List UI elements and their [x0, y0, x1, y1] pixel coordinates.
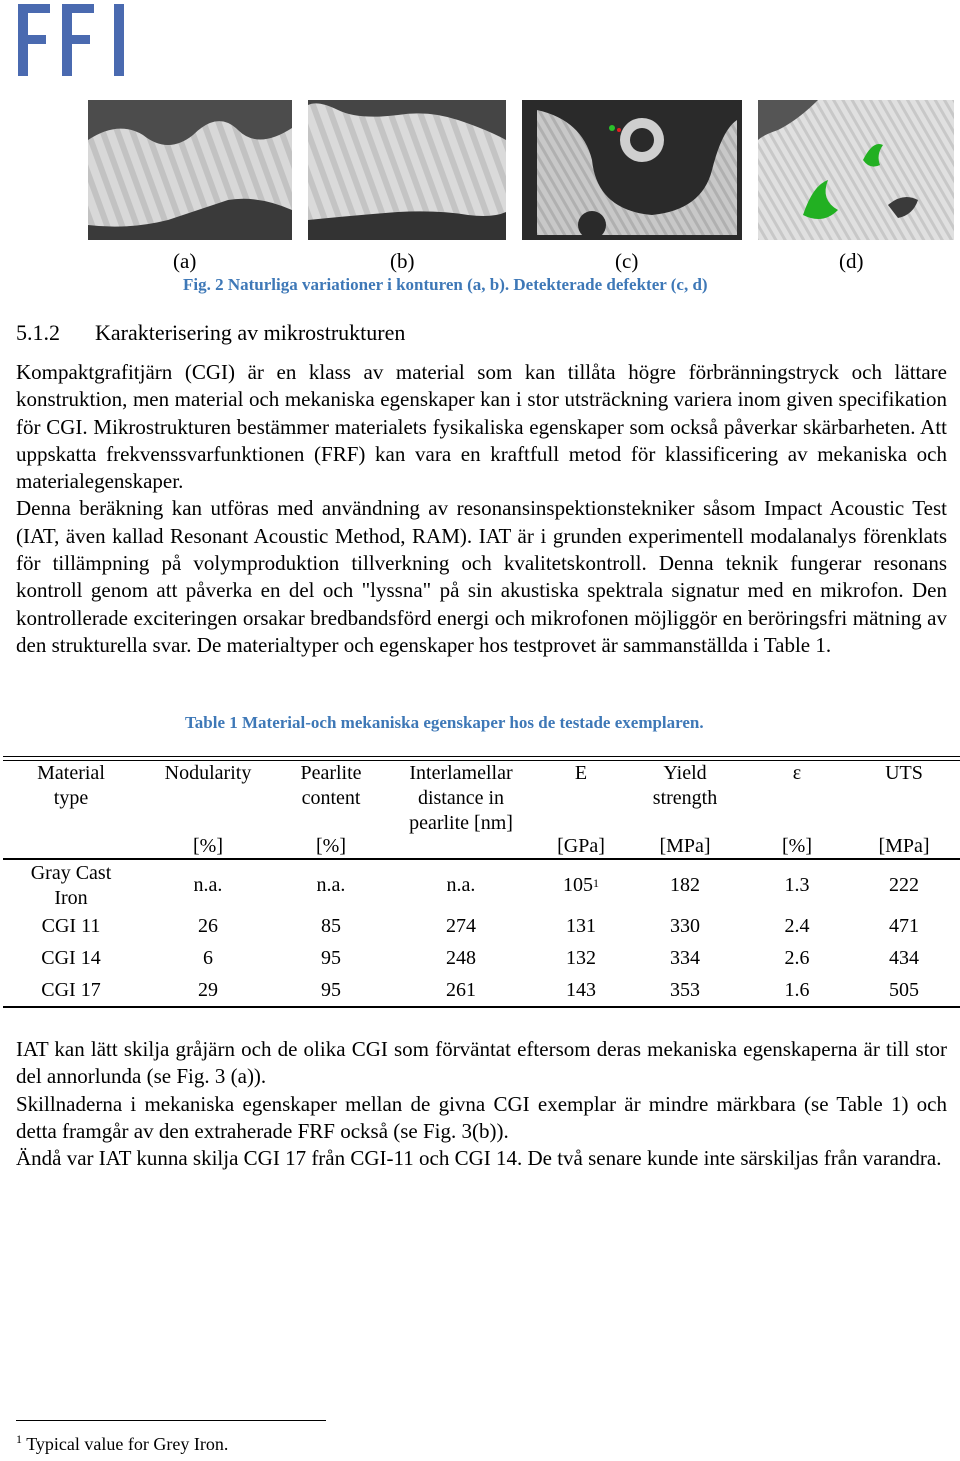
table-cell: 95	[321, 979, 341, 1001]
section-heading	[16, 320, 405, 346]
figure-label-c: (c)	[615, 249, 639, 273]
table-cell: $105^1$	[563, 874, 599, 896]
table-unit-uts: [MPa]	[878, 835, 930, 857]
footnote-mark: 1	[16, 1432, 22, 1446]
table-header-material: Material type	[37, 762, 105, 809]
table-row-material: Gray Cast Iron	[30, 862, 112, 909]
table-header-interlamellar: Interlamellar distance in pearlite [nm]	[409, 762, 513, 834]
figure-label-a: (a)	[173, 249, 197, 273]
figure-image-c	[522, 100, 742, 240]
table-cell: 2.4	[784, 915, 810, 937]
figure-caption: Fig. 2 Naturliga variationer i konturen (a, b). Detekterade defekter (c, d)	[183, 275, 708, 294]
footnote-mark: 1	[593, 876, 599, 890]
table-cell: 330	[670, 915, 700, 937]
table-cell: 274	[446, 915, 476, 937]
section-title: Karakterisering av mikrostrukturen	[95, 320, 406, 345]
figure-image-d	[758, 100, 954, 240]
table-caption: Table 1 Material-och mekaniska egenskaper hos de testade exemplaren.	[185, 713, 704, 732]
body-text: Kompaktgrafitjärn (CGI) är en klass av material som kan tillåta högre förbränningstryck och lättare konstruktion, men material och mekaniska egenskaper kan i stor utsträckning variera inom given specifikation för CGI. Mikrostrukturen bestämmer materialets fysikaliska egenskaper som också påverkar skärbarheten. Att uppskatta frekvenssvarfunktionen (FRF) kan vara en kraftfull metod för klassificering av mekaniska och materialegenskaper.	[16, 360, 947, 494]
figure-label-d: (d)	[839, 249, 864, 273]
table-cell: 95	[321, 947, 341, 969]
body-paragraph-1	[16, 359, 947, 659]
table-cell: 261	[446, 979, 476, 1001]
table-row-material: CGI 14	[41, 947, 101, 969]
table-rule-bottom	[3, 1006, 960, 1008]
figure-label-b: (b)	[390, 249, 415, 273]
body-text: Denna beräkning kan utföras med användning av resonansinspektionstekniker såsom Impact Acoustic Test (IAT, även kallad Resonant Acoustic Method, RAM). IAT är i grunden experimentell modalanalys förenklats för tillämpning på volymproduktion tillverkning och kvalitetskontroll. Denna teknik fungerar resonans kontroll genom att påverka en del och "lyssna" på sin akustiska spektrala signatur med en mikrofon. Den kontrollerade exciteringen orsakar bredbandsförd energi och mikrofonen möjliggör en beröringsfri mätning av den strukturella svar. De materialtyper och egenskaper hos testprovet är sammanställda i Table 1.	[16, 496, 947, 657]
table-cell: 85	[321, 915, 341, 937]
table-header-yield: Yield strength	[652, 762, 718, 809]
table-cell: 505	[889, 979, 919, 1001]
table-cell: 1.6	[784, 979, 810, 1001]
table-header-nodularity: Nodularity	[164, 762, 252, 784]
table-cell: 131	[566, 915, 596, 937]
table-rule-top	[3, 756, 960, 757]
body-paragraph-2	[16, 1036, 947, 1172]
footnote-divider	[16, 1420, 326, 1421]
table-cell: 26	[198, 915, 218, 937]
ffi-logo	[18, 2, 128, 78]
table-header-uts: UTS	[885, 762, 923, 784]
table-header-epsilon: ε	[792, 762, 802, 784]
table-cell: 29	[198, 979, 218, 1001]
table-cell: n.a.	[193, 874, 223, 896]
table-cell: 143	[566, 979, 596, 1001]
section-number: 5.1.2	[16, 320, 60, 345]
table-row-material: CGI 11	[41, 915, 101, 937]
table-header-pearlite: Pearlite content	[300, 762, 362, 809]
table-cell: 471	[889, 915, 919, 937]
table-cell: 434	[889, 947, 919, 969]
table-header-e: E	[574, 762, 588, 784]
table-unit-pearlite: [%]	[316, 835, 346, 857]
body-text: Skillnaderna i mekaniska egenskaper mellan de givna CGI exemplar är mindre märkbara (se Table 1) och detta framgår av den extraherade FRF också (se Fig. 3(b)).	[16, 1091, 947, 1143]
table-unit-nodularity: [%]	[193, 835, 223, 857]
table-unit-yield: [MPa]	[659, 835, 711, 857]
table-cell: n.a.	[316, 874, 346, 896]
table-cell: n.a.	[446, 874, 476, 896]
table-row-material: CGI 17	[41, 979, 101, 1001]
table-cell: 6	[203, 947, 213, 969]
table-unit-epsilon: [%]	[782, 835, 812, 857]
table-cell: 248	[446, 947, 476, 969]
body-text: IAT kan lätt skilja gråjärn och de olika CGI som förväntat eftersom deras mekaniska egenskaperna är till stor del annorlunda (se Fig. 3 (a)).	[16, 1037, 947, 1089]
footnote-text: Typical value for Grey Iron.	[26, 1434, 229, 1454]
body-text: Ändå var IAT kunna skilja CGI 17 från CGI-11 och CGI 14. De två senare kunde inte särskiljas från varandra.	[16, 1146, 942, 1171]
table-cell: 132	[566, 947, 596, 969]
table-cell: 353	[670, 979, 700, 1001]
figure-image-b	[308, 100, 506, 240]
table-cell: 1.3	[784, 874, 810, 896]
table-cell: 182	[670, 874, 700, 896]
table-unit-e: [GPa]	[557, 835, 605, 857]
figure-image-a	[88, 100, 292, 240]
footnote	[16, 1434, 228, 1455]
table-cell: 2.6	[784, 947, 810, 969]
table-cell: 222	[889, 874, 919, 896]
table-cell: 334	[670, 947, 700, 969]
